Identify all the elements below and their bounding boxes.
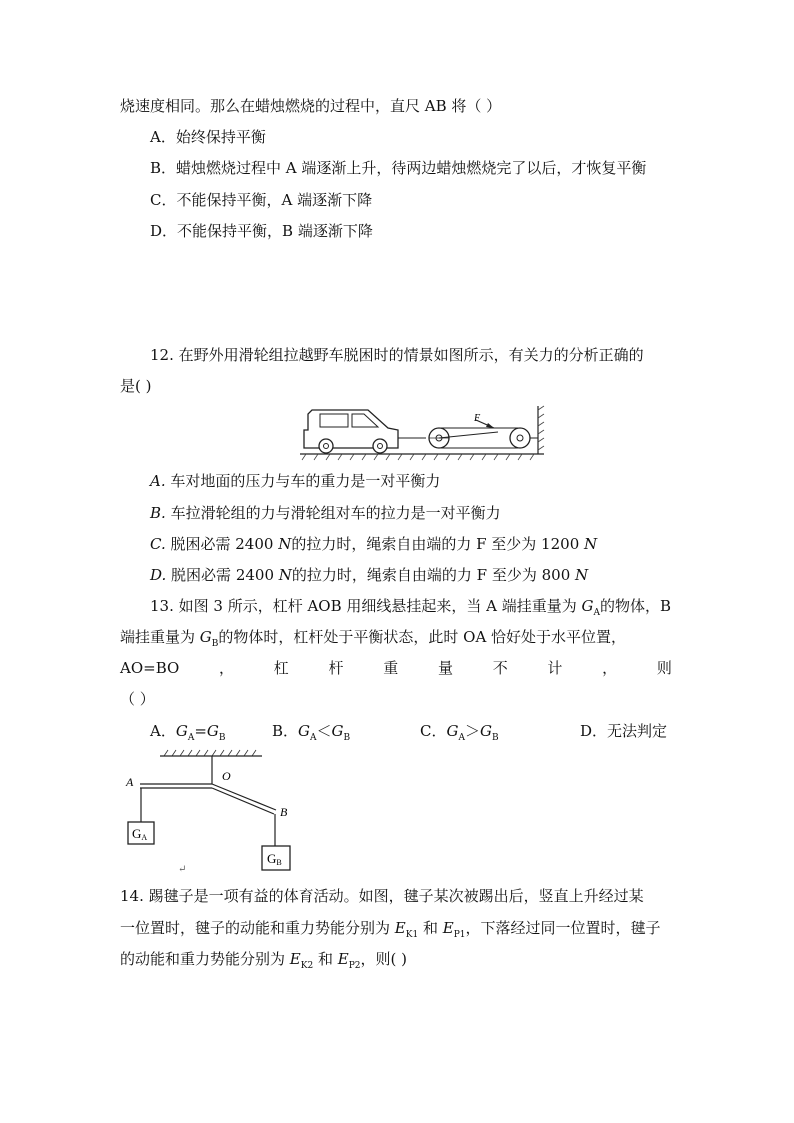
subscript-p2: P2: [348, 961, 361, 971]
unit-n: N: [575, 566, 589, 584]
subscript-b: B: [343, 733, 351, 743]
relation: ＜: [316, 722, 332, 740]
q13-option-b[interactable]: [272, 721, 350, 744]
option-text: 车拉滑轮组的力与滑轮组对车的拉力是一对平衡力: [170, 504, 501, 522]
symbol-g: G: [298, 722, 311, 740]
q11-option-d[interactable]: D．不能保持平衡，B 端逐渐下降: [150, 222, 373, 240]
q12-option-d[interactable]: [150, 565, 588, 585]
q14-stem-line2: [120, 918, 661, 941]
q12-stem-line1: 12. 在野外用滑轮组拉越野车脱困时的情景如图所示，有关力的分析正确的: [150, 346, 644, 364]
return-mark: ↵: [178, 864, 187, 875]
stem-token: 重: [383, 659, 399, 677]
subscript-a: A: [310, 733, 317, 743]
car-wheel-rear: [319, 439, 333, 453]
stem-text: 一位置时，毽子的动能和重力势能分别为: [120, 919, 395, 937]
symbol-e: E: [337, 950, 349, 968]
q13-stem-line1: [150, 596, 671, 619]
stem-token: AO=BO: [120, 659, 180, 677]
q11-option-a[interactable]: A．始终保持平衡: [150, 128, 266, 146]
option-text-pre: 脱困必需 2400: [170, 535, 279, 553]
force-label: F: [474, 413, 481, 424]
stem-text: ，下落经过同一位置时，毽子: [465, 919, 661, 937]
option-text-mid: 的拉力时，绳索自由端的力 F 至少为 800: [291, 566, 576, 584]
q13-stem-line3: [120, 658, 672, 678]
car-wheel-front: [373, 439, 387, 453]
q13-figure-lever: [120, 748, 300, 876]
q13-stem-line2: [120, 627, 626, 650]
stem-token: 杆: [328, 659, 344, 677]
label-o: O: [222, 769, 231, 783]
symbol-g: G: [581, 597, 594, 615]
q12-figure-car-pulley: [298, 402, 548, 462]
stem-text: 的物体，B: [600, 597, 672, 615]
subscript-k1: K1: [405, 930, 419, 940]
label-b: B: [280, 805, 288, 819]
q14-stem-line3: [120, 949, 407, 972]
stem-text: 端挂重量为: [120, 628, 200, 646]
unit-n: N: [278, 535, 292, 553]
symbol-e: E: [394, 919, 406, 937]
subscript-a: A: [458, 733, 465, 743]
symbol-g: G: [206, 722, 219, 740]
subscript-b: B: [218, 733, 226, 743]
symbol-g: G: [331, 722, 344, 740]
symbol-g: G: [175, 722, 188, 740]
ceiling-hatch: [164, 750, 256, 756]
subscript-b: B: [491, 733, 499, 743]
stem-token: 杠: [273, 659, 289, 677]
q13-answer-blank: （ ）: [120, 690, 155, 708]
stem-text: 的动能和重力势能分别为: [120, 950, 290, 968]
subscript-a: A: [187, 733, 195, 743]
stem-text: 的物体时，杠杆处于平衡状态，此时 OA 恰好处于水平位置，: [218, 628, 627, 646]
stem-text: 和: [418, 919, 443, 937]
q11-option-c[interactable]: C．不能保持平衡，A 端逐渐下降: [150, 191, 373, 209]
relation: =: [194, 722, 207, 740]
option-text-mid: 的拉力时，绳索自由端的力 F 至少为 1200: [291, 535, 584, 553]
wall-hatch: [538, 406, 544, 450]
relation: ＞: [464, 722, 480, 740]
weight-label-ga: GA: [132, 826, 148, 842]
q13-option-c[interactable]: [420, 721, 499, 744]
subscript-k2: K2: [300, 961, 314, 971]
subscript-a: A: [593, 608, 601, 618]
subscript-b: B: [211, 639, 219, 649]
symbol-g: G: [446, 722, 459, 740]
symbol-e: E: [442, 919, 454, 937]
weight-label-gb: GB: [267, 851, 282, 867]
q11-option-b[interactable]: B．蜡烛燃烧过程中 A 端逐渐上升，待两边蜡烛燃烧完了以后，才恢复平衡: [150, 159, 647, 177]
option-letter: B.: [150, 504, 166, 522]
stem-token: 计: [547, 659, 563, 677]
q13-option-d[interactable]: D．无法判定: [580, 722, 668, 740]
q12-option-c[interactable]: [150, 534, 597, 554]
unit-n: N: [584, 535, 598, 553]
q13-option-a[interactable]: [150, 721, 226, 744]
q14-stem-line1: 14. 踢毽子是一项有益的体育活动。如图，毽子某次被踢出后，竖直上升经过某: [120, 887, 644, 905]
q12-stem-line2: 是( ): [120, 377, 152, 395]
q12-option-b[interactable]: [150, 503, 501, 523]
stem-text: ，则( ): [360, 950, 407, 968]
option-letter: A．: [150, 722, 176, 740]
stem-token: ，: [602, 659, 618, 677]
option-letter: A.: [150, 472, 166, 490]
q12-option-a[interactable]: [150, 471, 440, 491]
option-letter: B．: [272, 722, 299, 740]
stem-token: 不: [492, 659, 508, 677]
subscript-p1: P1: [453, 930, 466, 940]
option-text-pre: 脱困必需 2400: [171, 566, 279, 584]
option-text: 车对地面的压力与车的重力是一对平衡力: [170, 472, 441, 490]
stem-text: 13. 如图 3 所示，杠杆 AOB 用细线悬挂起来，当 A 端挂重量为: [150, 597, 582, 615]
stem-text: 和: [313, 950, 338, 968]
symbol-e: E: [289, 950, 301, 968]
symbol-g: G: [479, 722, 492, 740]
ground-hatch: [302, 454, 534, 460]
symbol-g: G: [199, 628, 212, 646]
stem-token: ，: [219, 659, 235, 677]
q11-stem-tail: 烧速度相同。那么在蜡烛燃烧的过程中，直尺 AB 将（ ）: [120, 97, 502, 115]
label-a: A: [126, 775, 134, 789]
stem-token: 量: [437, 659, 453, 677]
unit-n: N: [278, 566, 292, 584]
option-letter: C．: [420, 722, 447, 740]
option-letter: C.: [150, 535, 166, 553]
option-letter: D.: [150, 566, 167, 584]
fixed-pulley: [510, 428, 530, 448]
lever-arm-ob: [212, 784, 276, 810]
stem-token: 则: [656, 659, 672, 677]
